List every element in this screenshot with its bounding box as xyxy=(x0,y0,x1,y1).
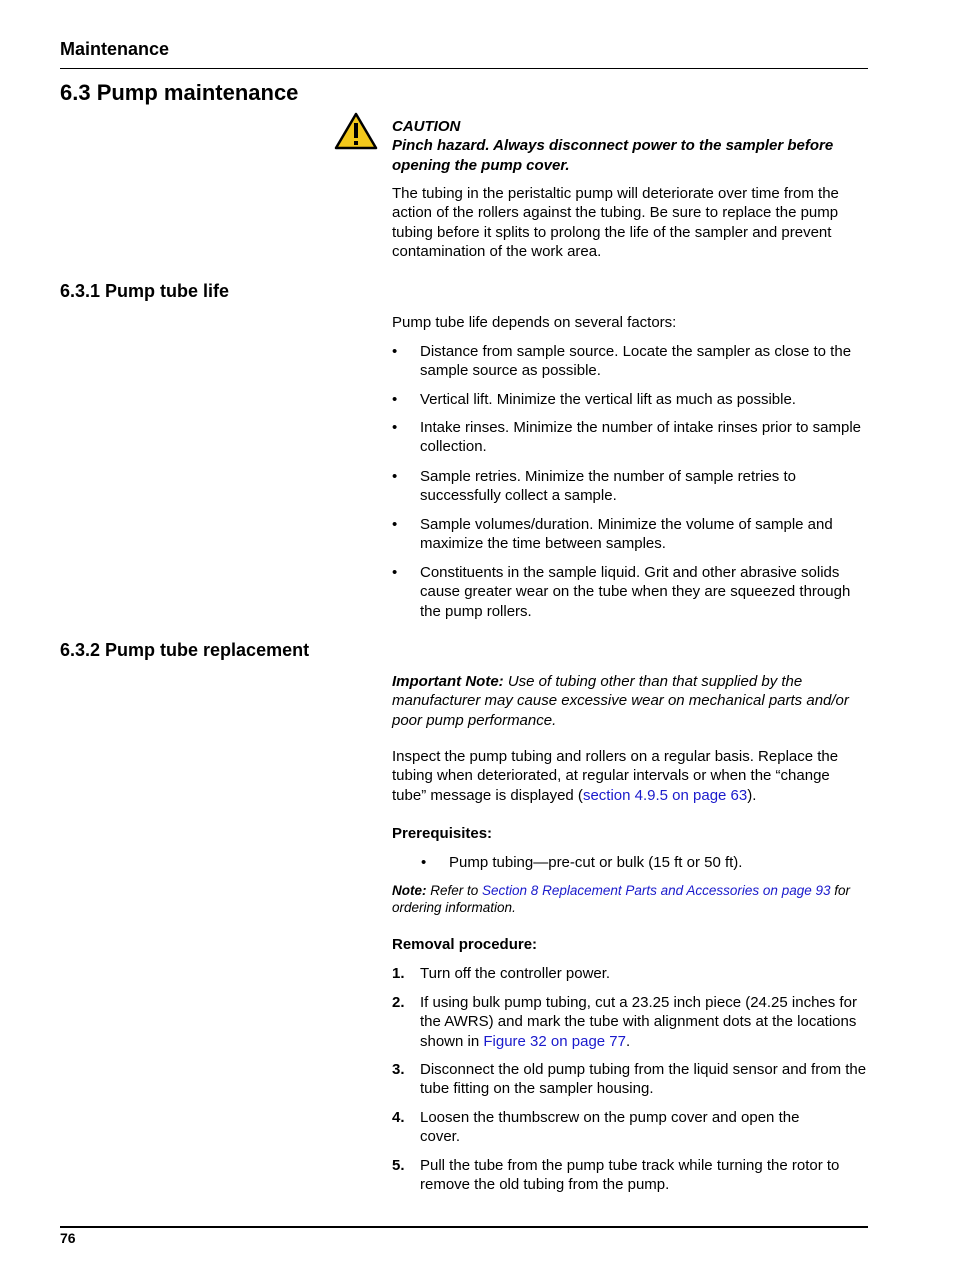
header-rule xyxy=(60,68,868,69)
figure-link[interactable]: Figure 32 on page 77 xyxy=(483,1032,626,1050)
important-note xyxy=(392,672,868,730)
inspect-paragraph: Inspect the pump tubing and rollers on a regular basis. Replace the tubing when deteriorated, at regular intervals or when the “change tube” message is displayed (section 4.9.5 on page 63). xyxy=(392,748,839,804)
tube-life-lead: Pump tube life depends on several factors: xyxy=(392,314,677,331)
running-header: Maintenance xyxy=(60,39,170,59)
important-note-label: Important Note: xyxy=(392,673,504,690)
subsection-heading-tube-life: 6.3.1 Pump tube life xyxy=(60,281,230,301)
section-heading: 6.3 Pump maintenance xyxy=(60,80,299,105)
caution-text: Pinch hazard. Always disconnect power to the sampler before opening the pump cover. xyxy=(392,137,834,174)
caution-title: CAUTION xyxy=(392,118,461,135)
page-number: 76 xyxy=(60,1230,76,1246)
removal-procedure-label: Removal procedure: xyxy=(392,936,538,953)
subsection-heading-tube-replacement: 6.3.2 Pump tube replacement xyxy=(60,640,310,660)
warning-triangle-icon xyxy=(334,112,378,150)
ordering-note: Note: Refer to Section 8 Replacement Parts and Accessories on page 93 for ordering information. xyxy=(392,883,851,915)
replacement-parts-link[interactable]: Section 8 Replacement Parts and Accessories on page 93 xyxy=(482,883,831,898)
caution-block xyxy=(392,117,868,175)
important-note-text: Use of tubing other than that supplied by the manufacturer may cause excessive wear on mechanical parts and/or poor pump performance. xyxy=(392,673,849,729)
section-link[interactable]: section 4.9.5 on page 63 xyxy=(582,786,748,804)
prerequisites-label: Prerequisites: xyxy=(392,825,493,842)
intro-paragraph: The tubing in the peristaltic pump will deteriorate over time from the action of the rollers against the tubing. Be sure to replace the pump tubing before it splits to prolong the life of the sampler and prevent contamination of the work area. xyxy=(392,185,839,260)
footer-rule xyxy=(60,1226,868,1228)
